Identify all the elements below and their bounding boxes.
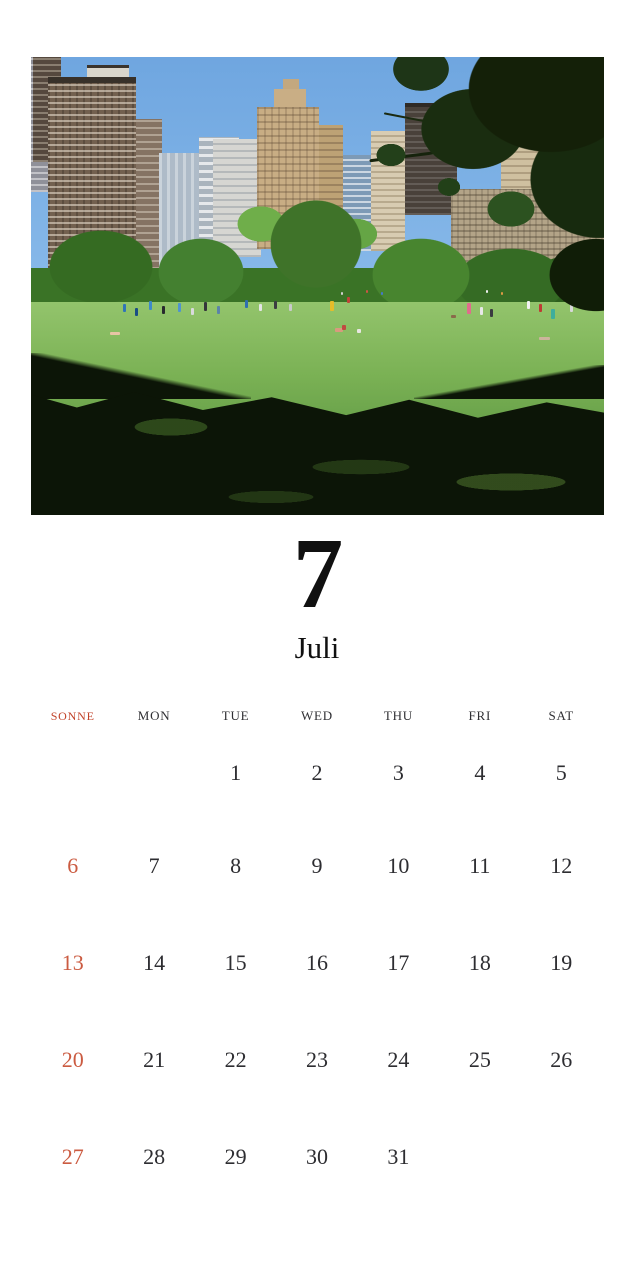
date-cell: 12 bbox=[550, 852, 573, 878]
date-cell: 15 bbox=[224, 949, 247, 975]
date-cell: 22 bbox=[224, 1046, 247, 1072]
weekday-header: MON bbox=[137, 708, 171, 723]
date-cell: 1 bbox=[230, 760, 242, 785]
calendar-grid bbox=[32, 703, 602, 1205]
date-cell: 14 bbox=[143, 949, 166, 975]
month-number: 7 bbox=[292, 517, 342, 629]
calendar-photo bbox=[31, 57, 604, 515]
lawn-shadow-wedge bbox=[414, 365, 604, 399]
weekday-header: WED bbox=[300, 708, 333, 723]
date-cell: 25 bbox=[468, 1046, 491, 1072]
date-cell: 30 bbox=[305, 1143, 328, 1169]
date-cell: 18 bbox=[468, 949, 491, 975]
date-cell: 3 bbox=[392, 760, 404, 785]
lawn-shadow-wedge bbox=[31, 353, 251, 399]
date-cell: 2 bbox=[311, 760, 323, 785]
date-cell: 20 bbox=[61, 1046, 84, 1072]
weekday-header: THU bbox=[383, 708, 413, 723]
date-cell: 31 bbox=[387, 1143, 410, 1169]
date-cell: 29 bbox=[224, 1143, 247, 1169]
date-cell: 13 bbox=[61, 949, 84, 975]
date-cell: 7 bbox=[148, 852, 160, 878]
weekday-header: FRI bbox=[468, 708, 492, 723]
date-cell: 6 bbox=[67, 852, 79, 878]
month-heading bbox=[0, 519, 634, 665]
date-cell: 21 bbox=[143, 1046, 166, 1072]
weekday-header: SAT bbox=[548, 708, 575, 723]
date-cell: 28 bbox=[143, 1143, 166, 1169]
date-cell: 11 bbox=[469, 852, 491, 878]
date-cell: 27 bbox=[61, 1143, 84, 1169]
date-cell: 19 bbox=[550, 949, 573, 975]
date-cell: 23 bbox=[305, 1046, 328, 1072]
date-cell: 8 bbox=[230, 852, 242, 878]
date-cell: 4 bbox=[474, 760, 486, 785]
date-cell: 10 bbox=[387, 852, 410, 878]
date-cell: 9 bbox=[311, 852, 323, 878]
date-cell: 17 bbox=[387, 949, 410, 975]
overhanging-foliage bbox=[361, 57, 604, 337]
weekday-header: TUE bbox=[221, 708, 250, 723]
month-name: Juli bbox=[294, 630, 340, 665]
date-cell: 16 bbox=[305, 949, 328, 975]
weekday-header-sunday: SONNE bbox=[50, 708, 95, 723]
date-cell: 5 bbox=[555, 760, 567, 785]
date-cell: 24 bbox=[387, 1046, 410, 1072]
date-cell: 26 bbox=[550, 1046, 573, 1072]
